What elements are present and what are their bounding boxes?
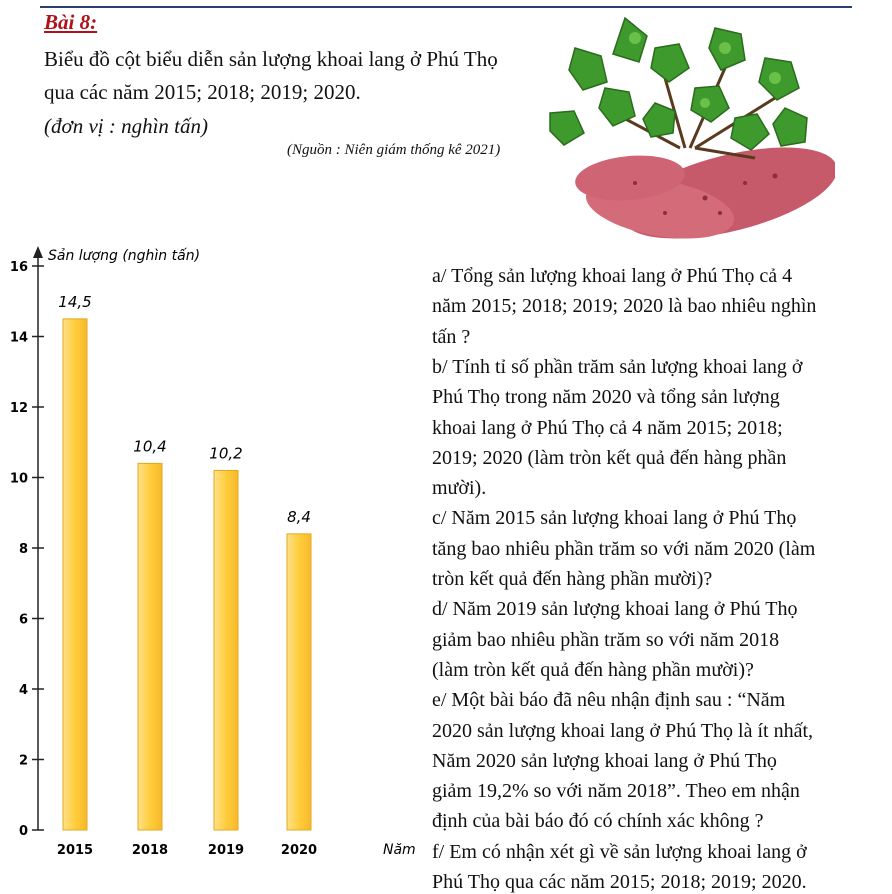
question-a-line: năm 2015; 2018; 2019; 2020 là bao nhiêu nghìn: [432, 295, 817, 318]
question-e-line: giảm 19,2% so với năm 2018”. Theo em nhận: [432, 780, 800, 803]
x-tick-label: 2020: [280, 843, 318, 858]
unit-note: (đơn vị : nghìn tấn): [44, 114, 209, 138]
question-d-line: d/ Năm 2019 sản lượng khoai lang ở Phú Thọ: [432, 598, 798, 621]
question-e-line: 2020 sản lượng khoai lang ở Phú Thọ là ít nhất,: [432, 719, 814, 742]
bar-2019: [214, 470, 238, 830]
x-axis-label: Năm: [383, 842, 416, 858]
question-e-line: Năm 2020 sản lượng khoai lang ở Phú Thọ: [432, 749, 777, 772]
x-tick-label: 2015: [56, 843, 94, 858]
exercise-title: Bài 8:: [44, 10, 98, 34]
bar-2018: [138, 463, 162, 830]
bar-value-label: 8,4: [287, 507, 311, 526]
y-tick-label: 8: [18, 542, 28, 557]
question-c-line: tròn kết quả đến hàng phần mười)?: [432, 568, 713, 590]
intro-line-2: qua các năm 2015; 2018; 2019; 2020.: [44, 80, 361, 104]
y-tick-label: 12: [9, 401, 28, 416]
y-axis-arrow-icon: [33, 246, 43, 258]
y-tick-label: 2: [18, 753, 28, 769]
y-tick-label: 10: [9, 471, 28, 487]
y-tick-label: 4: [18, 683, 28, 698]
bar-2020: [287, 534, 311, 830]
bar-value-label: 10,2: [209, 444, 243, 463]
y-tick-label: 0: [18, 824, 28, 839]
sweet-potato-illustration: [545, 8, 835, 253]
source-note: (Nguồn : Niên giám thống kê 2021): [287, 142, 501, 158]
question-e-line: e/ Một bài báo đã nêu nhận định sau : “Năm: [432, 689, 786, 712]
x-tick-label: 2018: [131, 843, 169, 858]
question-d-line: (làm tròn kết quả đến hàng phần mười)?: [432, 658, 754, 681]
bar-chart: [0, 240, 420, 860]
question-d-line: giảm bao nhiêu phần trăm so với năm 2018: [432, 628, 780, 651]
question-c-line: c/ Năm 2015 sản lượng khoai lang ở Phú Thọ: [432, 507, 797, 530]
question-c-line: tăng bao nhiêu phần trăm so với năm 2020 (làm: [432, 537, 816, 560]
bar-value-label: 10,4: [133, 437, 167, 456]
bar-value-label: 14,5: [58, 292, 92, 311]
bar-2015: [63, 319, 87, 830]
y-tick-label: 14: [9, 330, 28, 346]
question-a-line: tấn ?: [432, 325, 471, 348]
x-tick-label: 2019: [207, 843, 245, 858]
question-f-line: Phú Thọ qua các năm 2015; 2018; 2019; 2020.: [432, 871, 807, 893]
question-e-line: định của bài báo đó có chính xác không ?: [432, 810, 764, 833]
question-f-line: f/ Em có nhận xét gì về sản lượng khoai lang ở: [432, 840, 807, 863]
question-a-line: a/ Tổng sản lượng khoai lang ở Phú Thọ cả 4: [432, 265, 793, 287]
question-b-line: khoai lang ở Phú Thọ cả 4 năm 2015; 2018;: [432, 416, 783, 439]
question-b-line: Phú Thọ trong năm 2020 và tổng sản lượng: [432, 386, 780, 409]
y-axis-label: Sản lượng (nghìn tấn): [48, 248, 201, 264]
intro-line-1: Biểu đồ cột biểu diễn sản lượng khoai lang ở Phú Thọ: [44, 47, 498, 71]
question-b-line: mười).: [432, 477, 487, 500]
question-b-line: 2019; 2020 (làm tròn kết quả đến hàng phần: [432, 446, 787, 469]
question-b-line: b/ Tính tỉ số phần trăm sản lượng khoai lang ở: [432, 355, 803, 378]
y-tick-label: 16: [9, 260, 28, 275]
y-tick-label: 6: [18, 612, 28, 628]
